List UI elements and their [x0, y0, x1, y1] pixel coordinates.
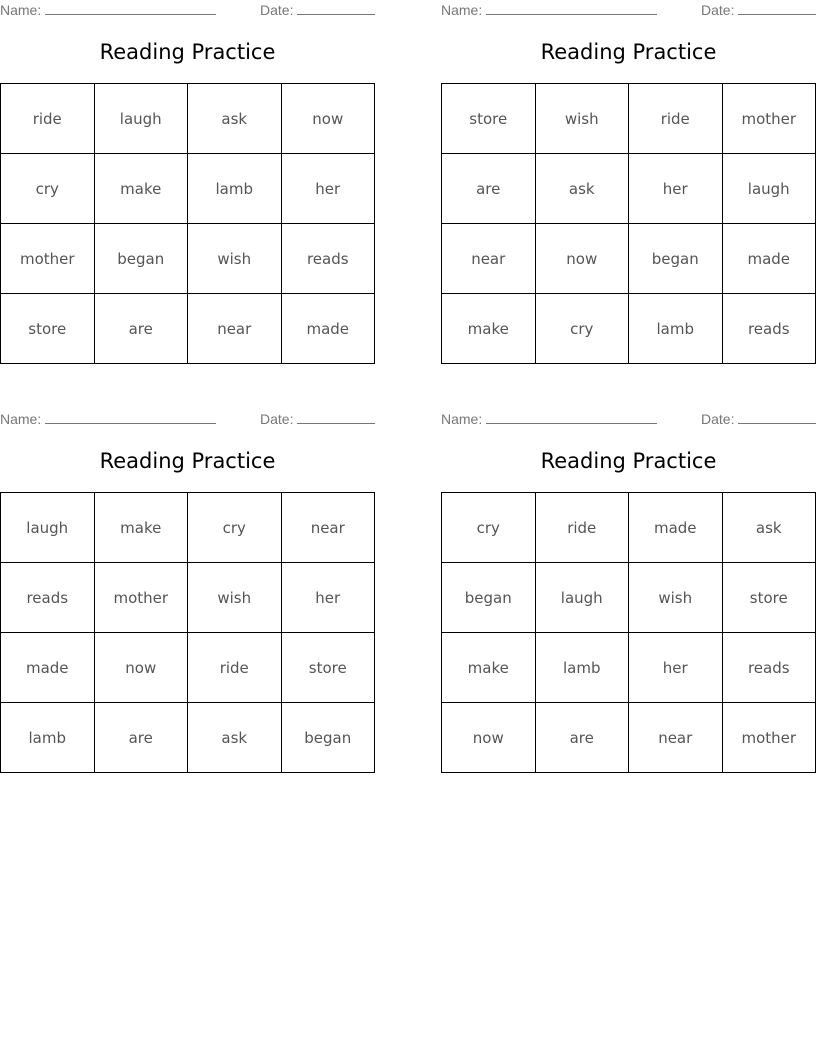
word-cell: mother	[722, 84, 816, 154]
name-blank-line	[486, 2, 657, 15]
grid-row	[1, 563, 375, 633]
grid-row	[1, 493, 375, 563]
word-cell: began	[442, 563, 536, 633]
word-grid	[0, 83, 375, 364]
date-label: Date:	[701, 411, 735, 427]
worksheet-title: Reading Practice	[99, 40, 276, 64]
word-cell: reads	[722, 633, 816, 703]
word-grid	[441, 83, 816, 364]
word-cell: now	[535, 224, 629, 294]
word-cell: are	[442, 154, 536, 224]
grid-row	[442, 154, 816, 224]
word-cell: mother	[1, 224, 95, 294]
name-blank-line	[45, 411, 216, 424]
grid-row	[442, 224, 816, 294]
word-cell: began	[281, 703, 375, 773]
word-cell: cry	[535, 294, 629, 364]
name-label: Name:	[441, 411, 483, 427]
grid-row	[1, 294, 375, 364]
grid-row	[442, 493, 816, 563]
word-cell: reads	[722, 294, 816, 364]
word-cell: make	[94, 493, 188, 563]
worksheet-title: Reading Practice	[540, 40, 717, 64]
word-cell: store	[442, 84, 536, 154]
date-blank-line	[297, 2, 375, 15]
word-cell: near	[188, 294, 282, 364]
date-blank-line	[738, 411, 816, 424]
date-field	[260, 411, 375, 427]
word-cell: wish	[535, 84, 629, 154]
word-cell: wish	[629, 563, 723, 633]
word-cell: store	[281, 633, 375, 703]
grid-row	[442, 294, 816, 364]
word-cell: cry	[442, 493, 536, 563]
worksheet-header	[0, 0, 375, 20]
word-cell: her	[281, 154, 375, 224]
word-cell: near	[281, 493, 375, 563]
worksheet-header	[441, 409, 816, 429]
word-cell: make	[442, 294, 536, 364]
word-cell: ride	[629, 84, 723, 154]
word-cell: laugh	[1, 493, 95, 563]
word-cell: mother	[94, 563, 188, 633]
word-cell: reads	[281, 224, 375, 294]
word-cell: made	[722, 224, 816, 294]
word-cell: ride	[1, 84, 95, 154]
word-cell: cry	[188, 493, 282, 563]
grid-row	[1, 703, 375, 773]
grid-row	[442, 703, 816, 773]
word-cell: reads	[1, 563, 95, 633]
word-cell: now	[94, 633, 188, 703]
grid-row	[1, 154, 375, 224]
grid-row	[1, 633, 375, 703]
word-cell: store	[1, 294, 95, 364]
date-blank-line	[297, 411, 375, 424]
word-cell: are	[94, 703, 188, 773]
word-cell: are	[94, 294, 188, 364]
word-cell: lamb	[1, 703, 95, 773]
name-field	[0, 2, 216, 18]
word-cell: laugh	[535, 563, 629, 633]
word-cell: her	[629, 633, 723, 703]
word-cell: lamb	[188, 154, 282, 224]
name-blank-line	[486, 411, 657, 424]
name-label: Name:	[0, 2, 42, 18]
word-cell: ask	[535, 154, 629, 224]
word-cell: ride	[188, 633, 282, 703]
word-cell: began	[94, 224, 188, 294]
name-label: Name:	[0, 411, 42, 427]
word-cell: cry	[1, 154, 95, 224]
word-cell: make	[94, 154, 188, 224]
word-cell: wish	[188, 224, 282, 294]
date-field	[701, 411, 816, 427]
grid-row	[442, 84, 816, 154]
word-cell: made	[281, 294, 375, 364]
word-cell: ask	[188, 84, 282, 154]
word-cell: now	[281, 84, 375, 154]
grid-row	[1, 224, 375, 294]
grid-row	[442, 563, 816, 633]
word-cell: wish	[188, 563, 282, 633]
date-label: Date:	[260, 2, 294, 18]
name-field	[441, 411, 657, 427]
grid-row	[1, 84, 375, 154]
date-field	[701, 2, 816, 18]
worksheet-header	[441, 0, 816, 20]
word-cell: are	[535, 703, 629, 773]
grid-row	[442, 633, 816, 703]
name-label: Name:	[441, 2, 483, 18]
word-cell: ask	[722, 493, 816, 563]
word-cell: laugh	[722, 154, 816, 224]
date-label: Date:	[260, 411, 294, 427]
worksheet-title: Reading Practice	[99, 449, 276, 473]
date-label: Date:	[701, 2, 735, 18]
word-cell: ride	[535, 493, 629, 563]
word-cell: near	[442, 224, 536, 294]
word-cell: lamb	[535, 633, 629, 703]
word-cell: near	[629, 703, 723, 773]
name-field	[0, 411, 216, 427]
word-cell: laugh	[94, 84, 188, 154]
word-cell: ask	[188, 703, 282, 773]
word-cell: her	[281, 563, 375, 633]
name-field	[441, 2, 657, 18]
word-cell: mother	[722, 703, 816, 773]
worksheet-header	[0, 409, 375, 429]
word-cell: now	[442, 703, 536, 773]
worksheet-title: Reading Practice	[540, 449, 717, 473]
word-cell: made	[629, 493, 723, 563]
date-blank-line	[738, 2, 816, 15]
name-blank-line	[45, 2, 216, 15]
date-field	[260, 2, 375, 18]
word-cell: lamb	[629, 294, 723, 364]
word-cell: make	[442, 633, 536, 703]
word-cell: began	[629, 224, 723, 294]
word-grid	[441, 492, 816, 773]
word-cell: made	[1, 633, 95, 703]
word-grid	[0, 492, 375, 773]
word-cell: her	[629, 154, 723, 224]
word-cell: store	[722, 563, 816, 633]
